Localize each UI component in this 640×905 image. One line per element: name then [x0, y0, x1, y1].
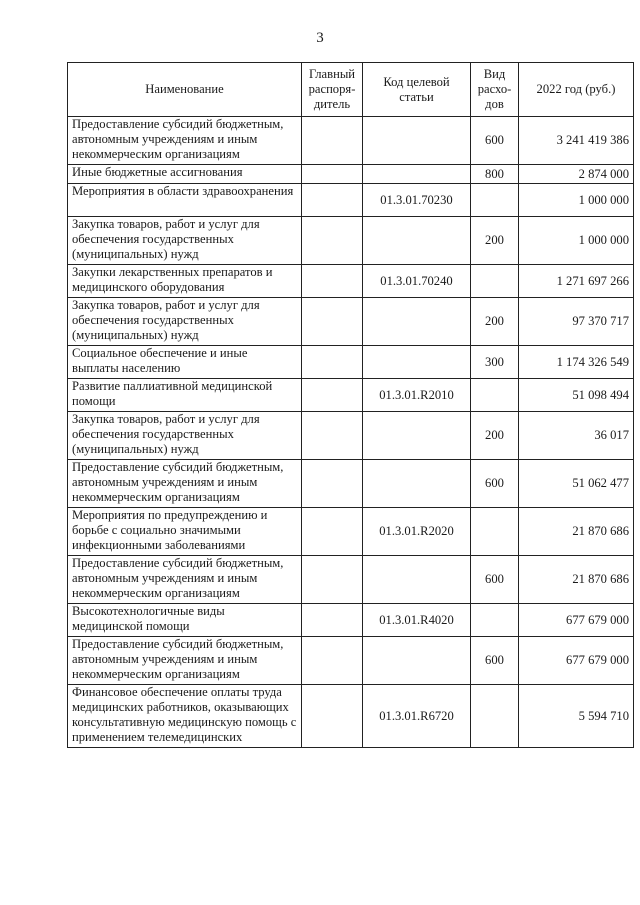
header-amount: 2022 год (руб.) [519, 63, 634, 117]
row-name: Предоставление субсидий бюджетным, автономным учреждениям и иным некоммерческим организациям [68, 117, 302, 165]
row-code: 01.3.01.R4020 [363, 604, 471, 637]
row-code [363, 637, 471, 685]
row-type: 600 [471, 460, 519, 508]
row-type: 600 [471, 637, 519, 685]
row-type: 300 [471, 346, 519, 379]
row-code [363, 412, 471, 460]
row-code [363, 460, 471, 508]
header-type: Вид расхо-дов [471, 63, 519, 117]
header-admin: Главный распоря-дитель [302, 63, 363, 117]
table-row [68, 637, 634, 685]
row-name: Предоставление субсидий бюджетным, автономным учреждениям и иным некоммерческим организациям [68, 460, 302, 508]
row-admin [302, 298, 363, 346]
row-type [471, 604, 519, 637]
row-code: 01.3.01.70240 [363, 265, 471, 298]
row-admin [302, 346, 363, 379]
row-amount: 36 017 [519, 412, 634, 460]
row-name: Закупка товаров, работ и услуг для обеспечения государственных (муниципальных) нужд [68, 298, 302, 346]
row-amount: 1 000 000 [519, 217, 634, 265]
row-admin [302, 637, 363, 685]
table-row [68, 685, 634, 748]
row-amount: 3 241 419 386 [519, 117, 634, 165]
row-amount: 21 870 686 [519, 508, 634, 556]
row-admin [302, 685, 363, 748]
row-code [363, 117, 471, 165]
table-header-row [68, 63, 634, 117]
row-amount: 51 098 494 [519, 379, 634, 412]
row-admin [302, 508, 363, 556]
row-amount: 1 174 326 549 [519, 346, 634, 379]
row-admin [302, 265, 363, 298]
table-row [68, 556, 634, 604]
row-admin [302, 460, 363, 508]
row-code [363, 217, 471, 265]
row-code [363, 165, 471, 184]
row-amount: 677 679 000 [519, 637, 634, 685]
row-type: 200 [471, 412, 519, 460]
row-type [471, 379, 519, 412]
table-row [68, 346, 634, 379]
row-code: 01.3.01.R6720 [363, 685, 471, 748]
row-name: Предоставление субсидий бюджетным, автономным учреждениям и иным некоммерческим организациям [68, 556, 302, 604]
row-code: 01.3.01.R2020 [363, 508, 471, 556]
row-type: 600 [471, 117, 519, 165]
page-number: 3 [316, 30, 324, 46]
row-amount: 97 370 717 [519, 298, 634, 346]
row-type [471, 184, 519, 217]
row-code [363, 556, 471, 604]
row-admin [302, 556, 363, 604]
row-admin [302, 217, 363, 265]
table-row [68, 604, 634, 637]
row-code [363, 298, 471, 346]
row-name: Мероприятия в области здравоохранения [68, 184, 302, 217]
row-code [363, 346, 471, 379]
row-amount: 2 874 000 [519, 165, 634, 184]
row-amount: 21 870 686 [519, 556, 634, 604]
row-type: 200 [471, 298, 519, 346]
row-code: 01.3.01.R2010 [363, 379, 471, 412]
row-type [471, 685, 519, 748]
row-admin [302, 412, 363, 460]
row-admin [302, 117, 363, 165]
row-amount: 1 271 697 266 [519, 265, 634, 298]
table-row [68, 165, 634, 184]
row-name: Закупка товаров, работ и услуг для обеспечения государственных (муниципальных) нужд [68, 412, 302, 460]
row-type: 200 [471, 217, 519, 265]
table-row [68, 298, 634, 346]
table-row [68, 508, 634, 556]
row-name: Мероприятия по предупреждению и борьбе с социально значимыми инфекционными заболеваниями [68, 508, 302, 556]
row-name: Закупка товаров, работ и услуг для обеспечения государственных (муниципальных) нужд [68, 217, 302, 265]
table-row [68, 460, 634, 508]
row-type: 600 [471, 556, 519, 604]
header-name: Наименование [68, 63, 302, 117]
table-row [68, 265, 634, 298]
table-row [68, 217, 634, 265]
row-admin [302, 379, 363, 412]
row-name: Иные бюджетные ассигнования [68, 165, 302, 184]
row-name: Высокотехнологичные виды медицинской помощи [68, 604, 302, 637]
budget-table [67, 62, 634, 748]
row-code: 01.3.01.70230 [363, 184, 471, 217]
row-amount: 5 594 710 [519, 685, 634, 748]
row-admin [302, 604, 363, 637]
row-name: Финансовое обеспечение оплаты труда медицинских работников, оказывающих консультативную медицинскую помощь с применением телемедицинских [68, 685, 302, 748]
row-amount: 51 062 477 [519, 460, 634, 508]
row-amount: 1 000 000 [519, 184, 634, 217]
table-row [68, 412, 634, 460]
row-type [471, 265, 519, 298]
header-code: Код целевой статьи [363, 63, 471, 117]
table-row [68, 379, 634, 412]
row-admin [302, 184, 363, 217]
table-row [68, 184, 634, 217]
row-name: Закупки лекарственных препаратов и медицинского оборудования [68, 265, 302, 298]
row-name: Развитие паллиативной медицинской помощи [68, 379, 302, 412]
row-admin [302, 165, 363, 184]
row-type: 800 [471, 165, 519, 184]
row-name: Предоставление субсидий бюджетным, автономным учреждениям и иным некоммерческим организациям [68, 637, 302, 685]
row-name: Социальное обеспечение и иные выплаты населению [68, 346, 302, 379]
row-amount: 677 679 000 [519, 604, 634, 637]
row-type [471, 508, 519, 556]
table-row [68, 117, 634, 165]
